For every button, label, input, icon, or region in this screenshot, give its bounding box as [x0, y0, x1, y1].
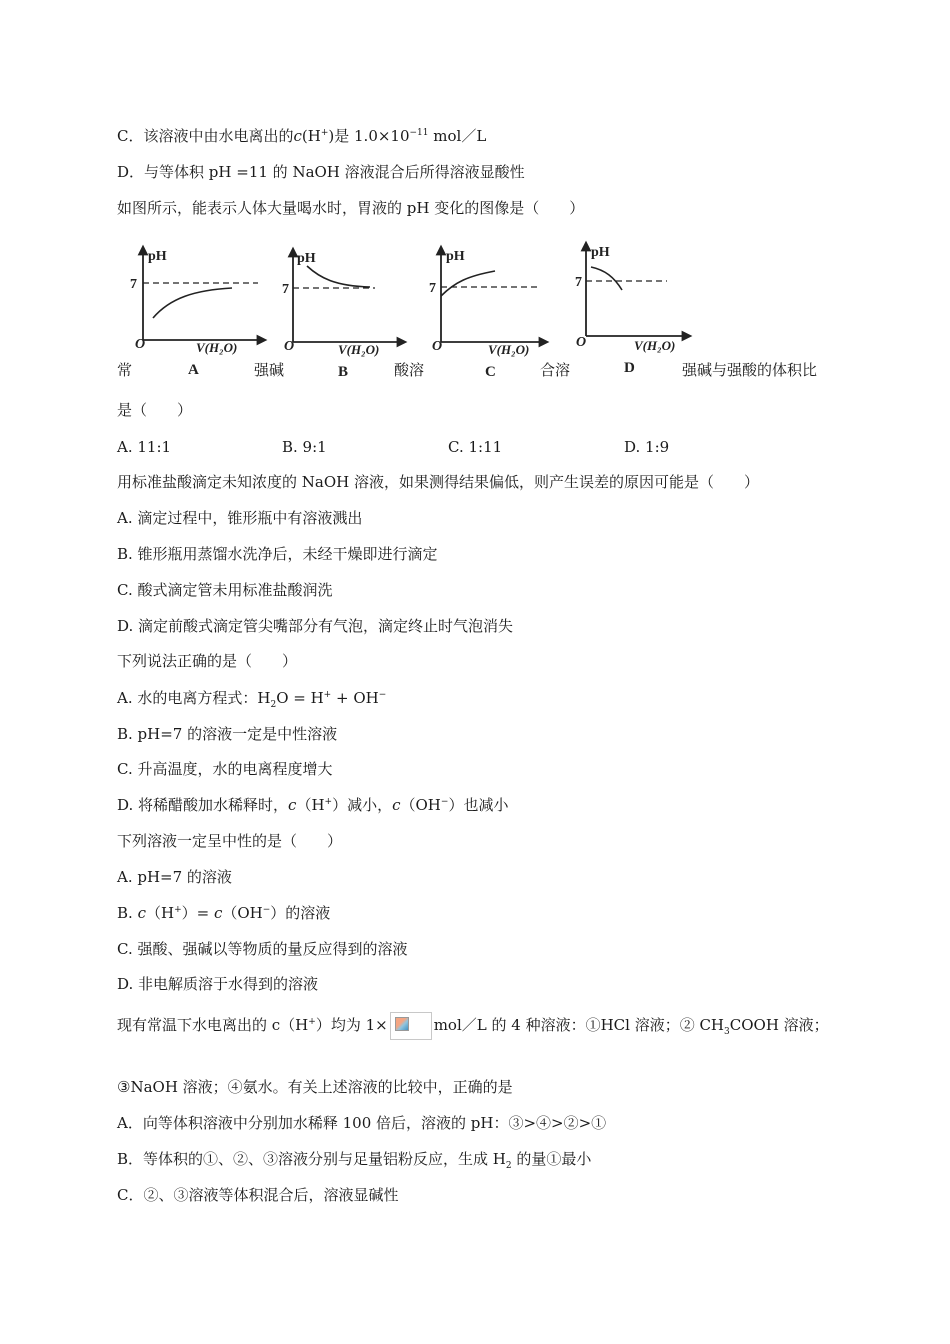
question-graph-stem: 如图所示，能表示人体大量喝水时，胃液的 pH 变化的图像是（ ） — [117, 199, 585, 217]
neutral-option-a[interactable]: A. pH=7 的溶液 — [117, 868, 232, 886]
graph-b-xlabel: V(H₂O) — [338, 342, 380, 357]
graph-c-ylabel: pH — [446, 249, 465, 264]
option-b-end: 的量①最小 — [511, 1150, 592, 1168]
titration-option-a[interactable]: A. 滴定过程中，锥形瓶中有溶液溅出 — [117, 509, 363, 527]
correct-option-c[interactable]: C. 升高温度，水的电离程度增大 — [117, 760, 333, 778]
question-mix-fragment-3: 酸溶 — [394, 361, 425, 379]
option-c-tail: 是 1.0×10 — [334, 127, 410, 145]
graph-d-origin: O — [576, 335, 587, 350]
graph-b — [282, 251, 402, 380]
unit-text: mol／L — [428, 127, 487, 145]
stem-post: mol／L 的 4 种溶液：①HCl 溶液；② CH — [433, 1016, 725, 1034]
option-a-post: + OH — [331, 689, 379, 707]
graph-c-xlabel: V(H₂O) — [488, 342, 530, 357]
graph-a — [130, 249, 262, 378]
subscript: 2 — [505, 1161, 512, 1171]
subscript: 2 — [270, 700, 277, 710]
option-b[interactable]: B. 9:1 — [282, 438, 327, 456]
graph-c-origin: O — [432, 339, 443, 354]
question-titration-stem: 用标准盐酸滴定未知浓度的 NaOH 溶液，如果测得结果偏低，则产生误差的原因可能是（ ） — [117, 473, 759, 491]
neutral-option-c[interactable]: C. 强酸、强碱以等物质的量反应得到的溶液 — [117, 940, 408, 958]
superscript: + — [323, 690, 332, 700]
graph-d-ylabel: pH — [591, 245, 610, 260]
question-mix-options — [117, 437, 837, 457]
option-c[interactable]: C. 1:11 — [448, 438, 503, 456]
stem-pre: 现有常温下水电离出的 c（H — [117, 1016, 309, 1034]
graph-a-label: A — [188, 362, 199, 378]
question-neutral-stem: 下列溶液一定呈中性的是（ ） — [117, 832, 343, 850]
ion-oh: （OH — [222, 904, 263, 922]
option-d-prev: D．与等体积 pH =11 的 NaOH 溶液混合后所得溶液显酸性 — [117, 163, 525, 181]
option-c-text: C．该溶液中由水电离出的 — [117, 127, 294, 145]
four-option-a[interactable]: A．向等体积溶液中分别加水稀释 100 倍后，溶液的 pH：③>④>②>① — [117, 1114, 607, 1132]
question-mix-stem-end: 是（ ） — [117, 401, 193, 419]
superscript: − — [440, 797, 449, 807]
correct-option-a[interactable] — [117, 688, 386, 708]
four-option-b[interactable] — [117, 1149, 591, 1169]
option-b-end: ）的溶液 — [270, 904, 331, 922]
question-mix-fragment-1: 常 — [117, 361, 133, 379]
conc-symbol: c — [288, 796, 297, 814]
question-four-stem — [117, 1012, 829, 1040]
graph-a-origin: O — [135, 337, 146, 352]
stem-end: COOH 溶液； — [729, 1016, 829, 1034]
question-mix-fragment-2: 强碱 — [254, 361, 285, 379]
graph-d-label: D — [624, 360, 635, 376]
titration-option-b[interactable]: B. 锥形瓶用蒸馏水洗净后，未经干燥即进行滴定 — [117, 545, 438, 563]
ion-h: （H — [296, 796, 325, 814]
superscript: − — [378, 690, 387, 700]
superscript: − — [262, 905, 271, 915]
equals: ）= — [181, 904, 214, 922]
option-d[interactable]: D. 1:9 — [624, 438, 670, 456]
graph-d — [575, 245, 687, 376]
graph-a-ylabel: pH — [148, 249, 167, 264]
question-mix-fragment-5: 强碱与强酸的体积比 — [682, 361, 818, 379]
graph-b-origin: O — [284, 339, 295, 354]
option-d-end: ）也减小 — [448, 796, 509, 814]
superscript: + — [308, 1017, 316, 1027]
graph-c-label: C — [485, 364, 496, 380]
graph-b-label: B — [338, 364, 349, 380]
graph-c — [429, 249, 544, 380]
correct-option-d[interactable] — [117, 795, 508, 815]
question-correct-stem: 下列说法正确的是（ ） — [117, 652, 298, 670]
option-a-text: A. 水的电离方程式：H — [117, 689, 271, 707]
option-a[interactable]: A. 11:1 — [117, 438, 172, 456]
graph-d-seven: 7 — [575, 275, 582, 290]
subscript: 3 — [724, 1027, 730, 1037]
option-b-prefix: B. — [117, 904, 138, 922]
superscript: + — [174, 905, 182, 915]
ion-h: （H — [145, 904, 175, 922]
graph-b-seven: 7 — [282, 282, 289, 297]
exponent: −11 — [409, 128, 429, 138]
titration-option-c[interactable]: C. 酸式滴定管未用标准盐酸润洗 — [117, 581, 333, 599]
superscript: + — [324, 797, 333, 807]
graph-c-seven: 7 — [429, 281, 436, 296]
option-b-text: B．等体积的①、②、③溶液分别与足量铝粉反应，生成 H — [117, 1150, 506, 1168]
conc-symbol: c — [213, 904, 223, 922]
graph-a-seven: 7 — [130, 277, 137, 292]
titration-option-d[interactable]: D. 滴定前酸式滴定管尖嘴部分有气泡，滴定终止时气泡消失 — [117, 617, 514, 635]
conc-symbol: c — [293, 127, 302, 145]
graph-d-xlabel: V(H₂O) — [634, 338, 676, 353]
question-four-line2: ③NaOH 溶液；④氨水。有关上述溶液的比较中，正确的是 — [117, 1078, 513, 1096]
ion-oh: （OH — [400, 796, 441, 814]
conc-symbol: c — [137, 904, 146, 922]
four-option-c[interactable]: C．②、③溶液等体积混合后，溶液显碱性 — [117, 1186, 399, 1204]
stem-mid: ）均为 1× — [315, 1016, 388, 1034]
correct-option-b[interactable]: B. pH=7 的溶液一定是中性溶液 — [117, 725, 338, 743]
option-d-mid: ）减小， — [332, 796, 393, 814]
broken-image-icon — [390, 1012, 432, 1040]
conc-symbol: c — [392, 796, 401, 814]
option-c-prev: C．该溶液中由水电离出的c(H+)是 $1.0\times 10^{-11}$ mol／L — [117, 127, 487, 145]
superscript: + — [320, 128, 329, 138]
graph-a-xlabel: V(H₂O) — [196, 340, 238, 355]
question-mix-fragment-4: 合溶 — [540, 361, 571, 379]
option-a-mid: O = H — [276, 689, 324, 707]
neutral-option-b[interactable] — [117, 903, 330, 923]
neutral-option-d[interactable]: D. 非电解质溶于水得到的溶液 — [117, 975, 319, 993]
graph-b-ylabel: pH — [297, 251, 316, 266]
option-d-text: D. 将稀醋酸加水稀释时， — [117, 796, 289, 814]
